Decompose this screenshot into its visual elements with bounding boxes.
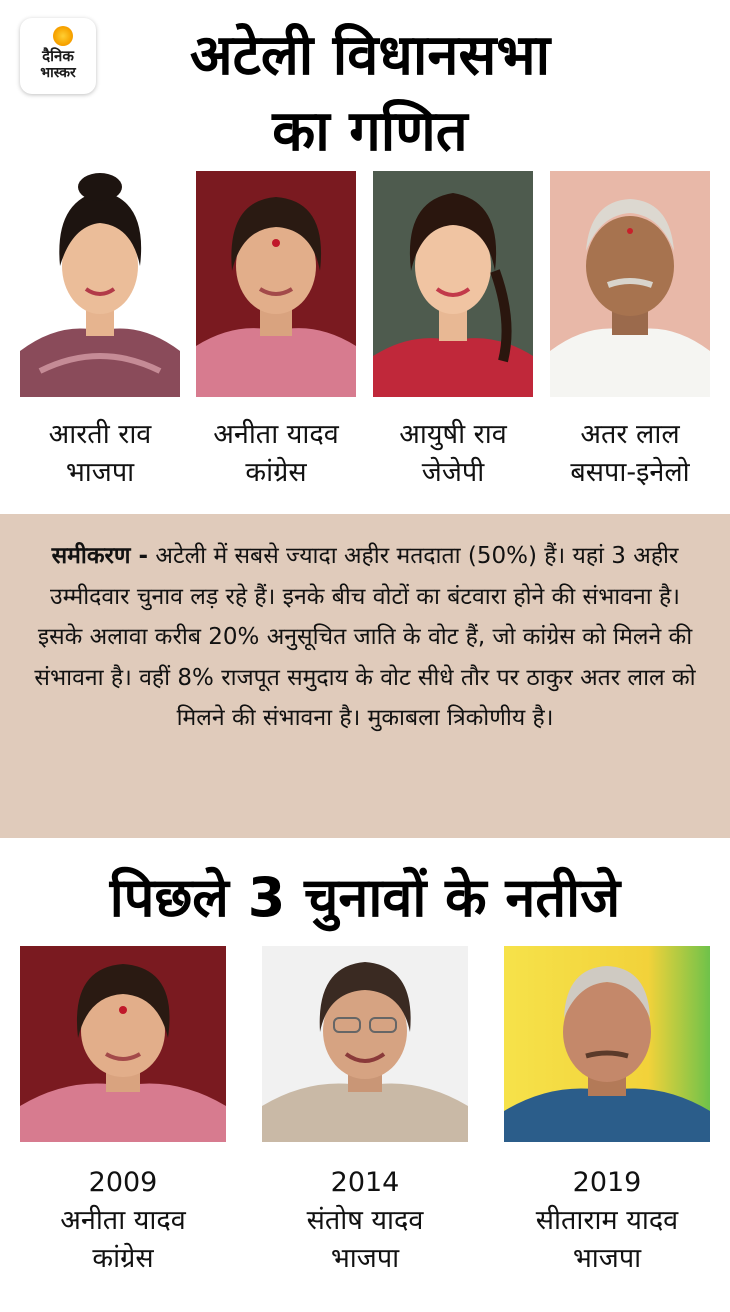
result-year: 2014 (330, 1167, 400, 1198)
candidate-party: जेजेपी (421, 457, 485, 488)
candidate-name: अनीता यादव (213, 419, 339, 450)
candidate-name: आरती राव (48, 419, 152, 450)
logo-text-line1: दैनिक (42, 47, 74, 65)
result-party: कांग्रेस (92, 1243, 154, 1274)
candidate-caption (10, 416, 190, 492)
result-photo-2009 (20, 946, 226, 1142)
candidate-party: कांग्रेस (245, 457, 307, 488)
result-caption (497, 1164, 717, 1278)
sun-icon (53, 26, 73, 46)
result-caption (13, 1164, 233, 1278)
result-year: 2019 (572, 1167, 642, 1198)
result-photo-2014 (262, 946, 468, 1142)
candidate-caption (540, 416, 720, 492)
equation-text (34, 536, 696, 739)
page-title-line1: अटेली विधानसभा (189, 23, 551, 88)
result-party: भाजपा (572, 1243, 642, 1274)
result-year: 2009 (88, 1167, 158, 1198)
candidate-photo-aarti-rao (20, 171, 180, 397)
result-party: भाजपा (330, 1243, 400, 1274)
candidate-photo-anita-yadav (196, 171, 356, 397)
dainik-bhaskar-logo (20, 18, 96, 94)
candidate-caption (186, 416, 366, 492)
results-title: पिछले 3 चुनावों के नतीजे (109, 866, 621, 929)
candidate-photo-ayushi-rao (373, 171, 533, 397)
page-title-line2: का गणित (272, 99, 468, 164)
result-name: संतोष यादव (306, 1205, 424, 1236)
equation-body: अटेली में सबसे ज्यादा अहीर मतदाता (50%) हैं। यहां 3 अहीर उम्मीदवार चुनाव लड़ रहे हैं। इनके बीच वोटों का बंटवारा होने की संभावना है। इसके अलावा करीब 20% अनुसूचित जाति के वोट हैं, जो कांग्रेस को मिलने की संभावना है। वहीं 8% राजपूत समुदाय के वोट सीधे तौर पर ठाकुर अतर लाल को मिलने की संभावना है। मुकाबला त्रिकोणीय है। (34, 543, 696, 731)
candidate-caption (363, 416, 543, 492)
equation-label: समीकरण - (51, 543, 149, 569)
candidate-name: अतर लाल (580, 419, 680, 450)
candidate-photo-atar-lal (550, 171, 710, 397)
candidate-party: बसपा-इनेलो (570, 457, 690, 488)
candidate-name: आयुषी राव (399, 419, 507, 450)
result-name: सीताराम यादव (535, 1205, 679, 1236)
candidate-party: भाजपा (65, 457, 135, 488)
result-photo-2019 (504, 946, 710, 1142)
logo-text-line2: भास्कर (40, 65, 76, 81)
result-name: अनीता यादव (60, 1205, 186, 1236)
result-caption (255, 1164, 475, 1278)
